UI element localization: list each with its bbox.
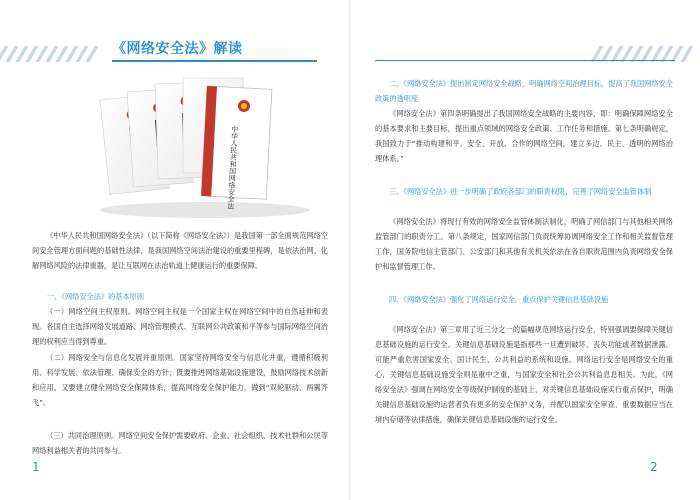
book-stack xyxy=(100,78,272,212)
page-title: 《网络安全法》解读 xyxy=(112,41,243,57)
section2-paragraph: 《网络安全法》第四条明确提出了我国网络安全战略的主要内容，即：明确保障网络安全的基本要求和主要目标，提出重点领域的网络安全政策、工作任务和措施。第七条明确规定，我国致力于“推动构建和平、安全、开放、合作的网络空间，建立多边、民主、透明的网络治理体系。” xyxy=(375,109,673,163)
page-number-right: 2 xyxy=(650,460,658,474)
section1-paragraph-2: （二）网络安全与信息化发展并重原则。国家坚持网络安全与信息化并重，遵循积极利用、科学发展、依法管理、确保安全的方针；既要推进网络基础设施建设，鼓励网络技术创新和应用，又要建立健全网络安全保障体系，提高网络安全保护能力，做到“双轮驱动、两翼齐飞”。 xyxy=(32,353,328,407)
intro-paragraph: 《中华人民共和国网络安全法》（以下简称《网络安全法》）是我国第一部全面规范网络空间安全管理方面问题的基础性法律，是我国网络空间法治建设的重要里程碑，是依法治网、化解网络风险的法律重器，是让互联网在法治轨道上健康运行的重要保障。 xyxy=(32,231,328,270)
section3-paragraph: 《网络安全法》将现行有效的网络安全监管体制法制化，明确了网信部门与其他相关网络监管部门的职责分工。第八条规定，国家网信部门负责统筹协调网络安全工作和相关监督管理工作，国务院电信主管部门、公安部门和其他有关机关依法在各自职责范围内负责网络安全保护和监督管理工作。 xyxy=(375,217,673,271)
section3-heading: 三、《网络安全法》进一步明确了政府各部门的职责权限，完善了网络安全监管体制 xyxy=(389,187,652,196)
page-number-left: 1 xyxy=(32,460,40,474)
right-page xyxy=(350,0,700,500)
book-cover-title: 中华人民共和国网络安全法 xyxy=(226,125,239,210)
section1-paragraph-1: （一）网络空间主权原则。网络空间主权是一个国家主权在网络空间中的自然延伸和表现。各国自主选择网络发展道路、网络管理模式、互联网公共政策和平等参与国际网络空间治理的权利应当得到尊重。 xyxy=(32,307,328,346)
decorative-stripes-left xyxy=(0,46,110,62)
title-block xyxy=(112,38,262,60)
section4-heading: 四、《网络安全法》强化了网络运行安全，重点保护关键信息基础设施 xyxy=(389,295,609,304)
section1-paragraph-3: （三）共同治理原则。网络空间安全保护需要政府、企业、社会组织、技术社群和公民等网络利益相关者的共同参与。 xyxy=(32,431,328,455)
hero-books-image xyxy=(95,70,315,220)
section2-heading: 二、《网络安全法》提出制定网络安全战略，明确网络空间治理目标，提高了我国网络安全政策的透明度 xyxy=(375,79,673,103)
title-underline xyxy=(112,60,317,62)
section4-paragraph: 《网络安全法》第三章用了近三分之一的篇幅规范网络运行安全，特别强调要保障关键信息基础设施的运行安全。关键信息基础设施是指那些一旦遭到破坏、丧失功能或者数据泄露，可能严重危害国家安全、国计民生、公共利益的系统和设施。网络运行安全是网络安全的重心，关键信息基础设施安全则是重中之重，与国家安全和社会公共利益息息相关。为此，《网络安全法》强调在网络安全等级保护制度的基础上，对关键信息基础设施实行重点保护，明确关键信息基础设施的运营者负有更多的安全保护义务，并配以国家安全审查、重要数据应当在境内存储等法律措施，确保关键信息基础设施的运行安全。 xyxy=(375,325,673,424)
section1-heading: 一、《网络安全法》的基本原则 xyxy=(47,292,145,301)
